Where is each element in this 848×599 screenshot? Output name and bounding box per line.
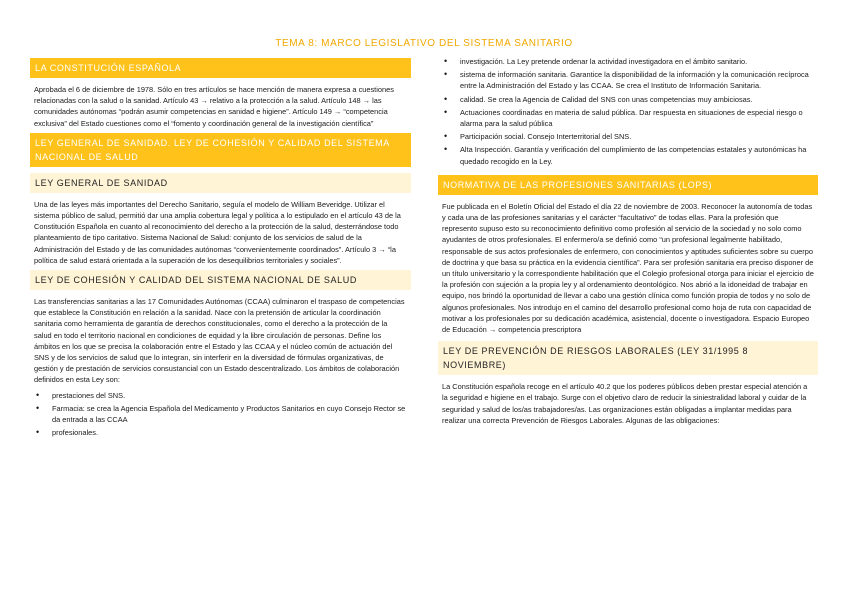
list-item: • profesionales.: [52, 427, 411, 438]
left-column: [30, 58, 411, 440]
list-item: • Farmacia: se crea la Agencia Española del Medicamento y Productos Sanitarios en cuyo Consejo Rector se da entrada a las CCAA: [52, 403, 411, 425]
lops-paragraph: Fue publicada en el Boletín Oficial del Estado el día 22 de noviembre de 2003. Reconocer la autonomía de todas y cada una de las profesiones sanitarias y el carácter “facultativo” de todas ellas. Para la profesión que represento supuso esto su reconocimiento definitivo como profesión al servicio de la sociedad y no solo como ayudantes de otros profesionales. El enfermero/a se definió como “un profesional legalmente habilitado, responsable de sus actos profesionales de enfermero, con conocimientos y aptitudes suficientes sobre su cuerpo de doctrina y que basa su práctica en la evidencia científica”. Para ser profesión sanitaria era preciso disponer de un título universitario y la correspondiente habilitación que el Colegio profesional otorga para iniciar el ejercicio de la profesión con sujeción a la propia ley y al ordenamiento deontológico. Nos abrió a la idoneidad de trabajar en equipo, nos brindó la oportunidad de llevar a cabo una gestión clínica como función propia de todos y no solo de algunos profesionales. Nos introdujo en el camino del desarrollo profesional como hoja de ruta con capacidad de motivar a los profesionales por su dedicación académica, asistencial, docente o investigadora. Espacio Europeo de Educación → competencia prescriptora: [442, 201, 814, 335]
list-item: • prestaciones del SNS.: [52, 390, 411, 401]
subsection-heading-prevencion: LEY DE PREVENCIÓN DE RIESGOS LABORALES (LEY 31/1995 8 NOVIEMBRE): [438, 341, 818, 375]
section-heading-constitucion: LA CONSTITUCIÓN ESPAÑOLA: [30, 58, 411, 78]
list-item: • calidad. Se crea la Agencia de Calidad del SNS con unas competencias muy ambiciosas.: [460, 94, 818, 105]
ley-cohesion-paragraph: Las transferencias sanitarias a las 17 Comunidades Autónomas (CCAA) culminaron el traspaso de competencias que establece la Constitución en relación a la sanidad. Nace con la pretensión de articular la coordinación sanitaria como herramienta de garantía de derechos constitucionales, como el derecho a la protección de la salud en todo el territorio nacional en condiciones de equidad y la libre circulación de personas. Define los ámbitos en los que se precisa la colaboración entre el Estado y las CCAA y el núcleo común de actuación del SNS y de los servicios de salud que lo integran, sin interferir en la diversidad de fórmulas organizativas, de gestión y de prestación de servicios consustancial con un Estado descentralizado. Los ámbitos de colaboración definidos en esta Ley son:: [34, 297, 405, 385]
list-item: • Participación social. Consejo Interterritorial del SNS.: [460, 131, 818, 142]
subsection-heading-ley-cohesion: LEY DE COHESIÓN Y CALIDAD DEL SISTEMA NACIONAL DE SALUD: [30, 270, 411, 290]
list-item: • Actuaciones coordinadas en materia de salud pública. Dar respuesta en situaciones de especial riesgo o alarma para la salud pública: [460, 107, 818, 129]
cohesion-list-left: [30, 390, 411, 439]
subsection-heading-ley-general: LEY GENERAL DE SANIDAD: [30, 173, 411, 193]
constitucion-paragraph: Aprobada el 6 de diciembre de 1978. Sólo en tres artículos se hace mención de manera expresa a cuestiones relacionadas con la salud o la sanidad. Artículo 43 → relativo a la protección a la salud. Artículo 148 → las comunidades autónomas “podrán asumir competencias en sanidad e higiene”. Artículo 149 → “competencia exclusiva” del Estado cuestiones como el “fomento y coordinación general de la investigación científica”: [34, 85, 394, 128]
list-item: • Alta Inspección. Garantía y verificación del cumplimiento de las competencias estatales y autonómicas ha quedado recogido en la Ley.: [460, 144, 818, 166]
ley-general-paragraph: Una de las leyes más importantes del Derecho Sanitario, seguía el modelo de William Beveridge. Utilizar el sistema público de salud, permitió dar una amplia cobertura legal y política a lo estipulado en el artículo 43 de la Constitución Española en cuanto al reconocimiento del derecho a la protección de la salud, desterrándose todo planteamiento de tipo caritativo. Sistema Nacional de Salud: conjunto de los servicios de salud de la Administración del Estado y de las comunidades autónomas “convenientemente coordinados”. Artículo 3 → “la política de salud estará orientada a la superación de los desequilibrios territoriales y sociales”.: [34, 199, 401, 265]
list-item: • sistema de información sanitaria. Garantice la disponibilidad de la información y la comunicación recíproca entre la Administración del Estado y las CCAA. Se crea el Instituto de Información Sanitaria.: [460, 69, 818, 91]
section-heading-ley-general-cohesion: LEY GENERAL DE SANIDAD. LEY DE COHESIÓN Y CALIDAD DEL SISTEMA NACIONAL DE SALUD: [30, 133, 411, 167]
cohesion-list-right: [438, 56, 818, 167]
document-title: TEMA 8: MARCO LEGISLATIVO DEL SISTEMA SANITARIO: [275, 38, 573, 49]
section-heading-lops: NORMATIVA DE LAS PROFESIONES SANITARIAS (LOPS): [438, 175, 818, 195]
list-item: • investigación. La Ley pretende ordenar la actividad investigadora en el ámbito sanitario.: [460, 56, 818, 67]
right-column: [438, 56, 818, 430]
prevencion-paragraph: La Constitución española recoge en el artículo 40.2 que los poderes públicos deben prestar especial atención a la seguridad e higiene en el trabajo. Surge con el objetivo claro de reducir la siniestralidad laboral y cuidar de la seguridad y salud de los/as trabajadores/as. Las organizaciones están obligadas a implantar medidas para realizar una correcta Prevención de Riesgos Laborales. Algunas de las obligaciones:: [442, 382, 808, 425]
